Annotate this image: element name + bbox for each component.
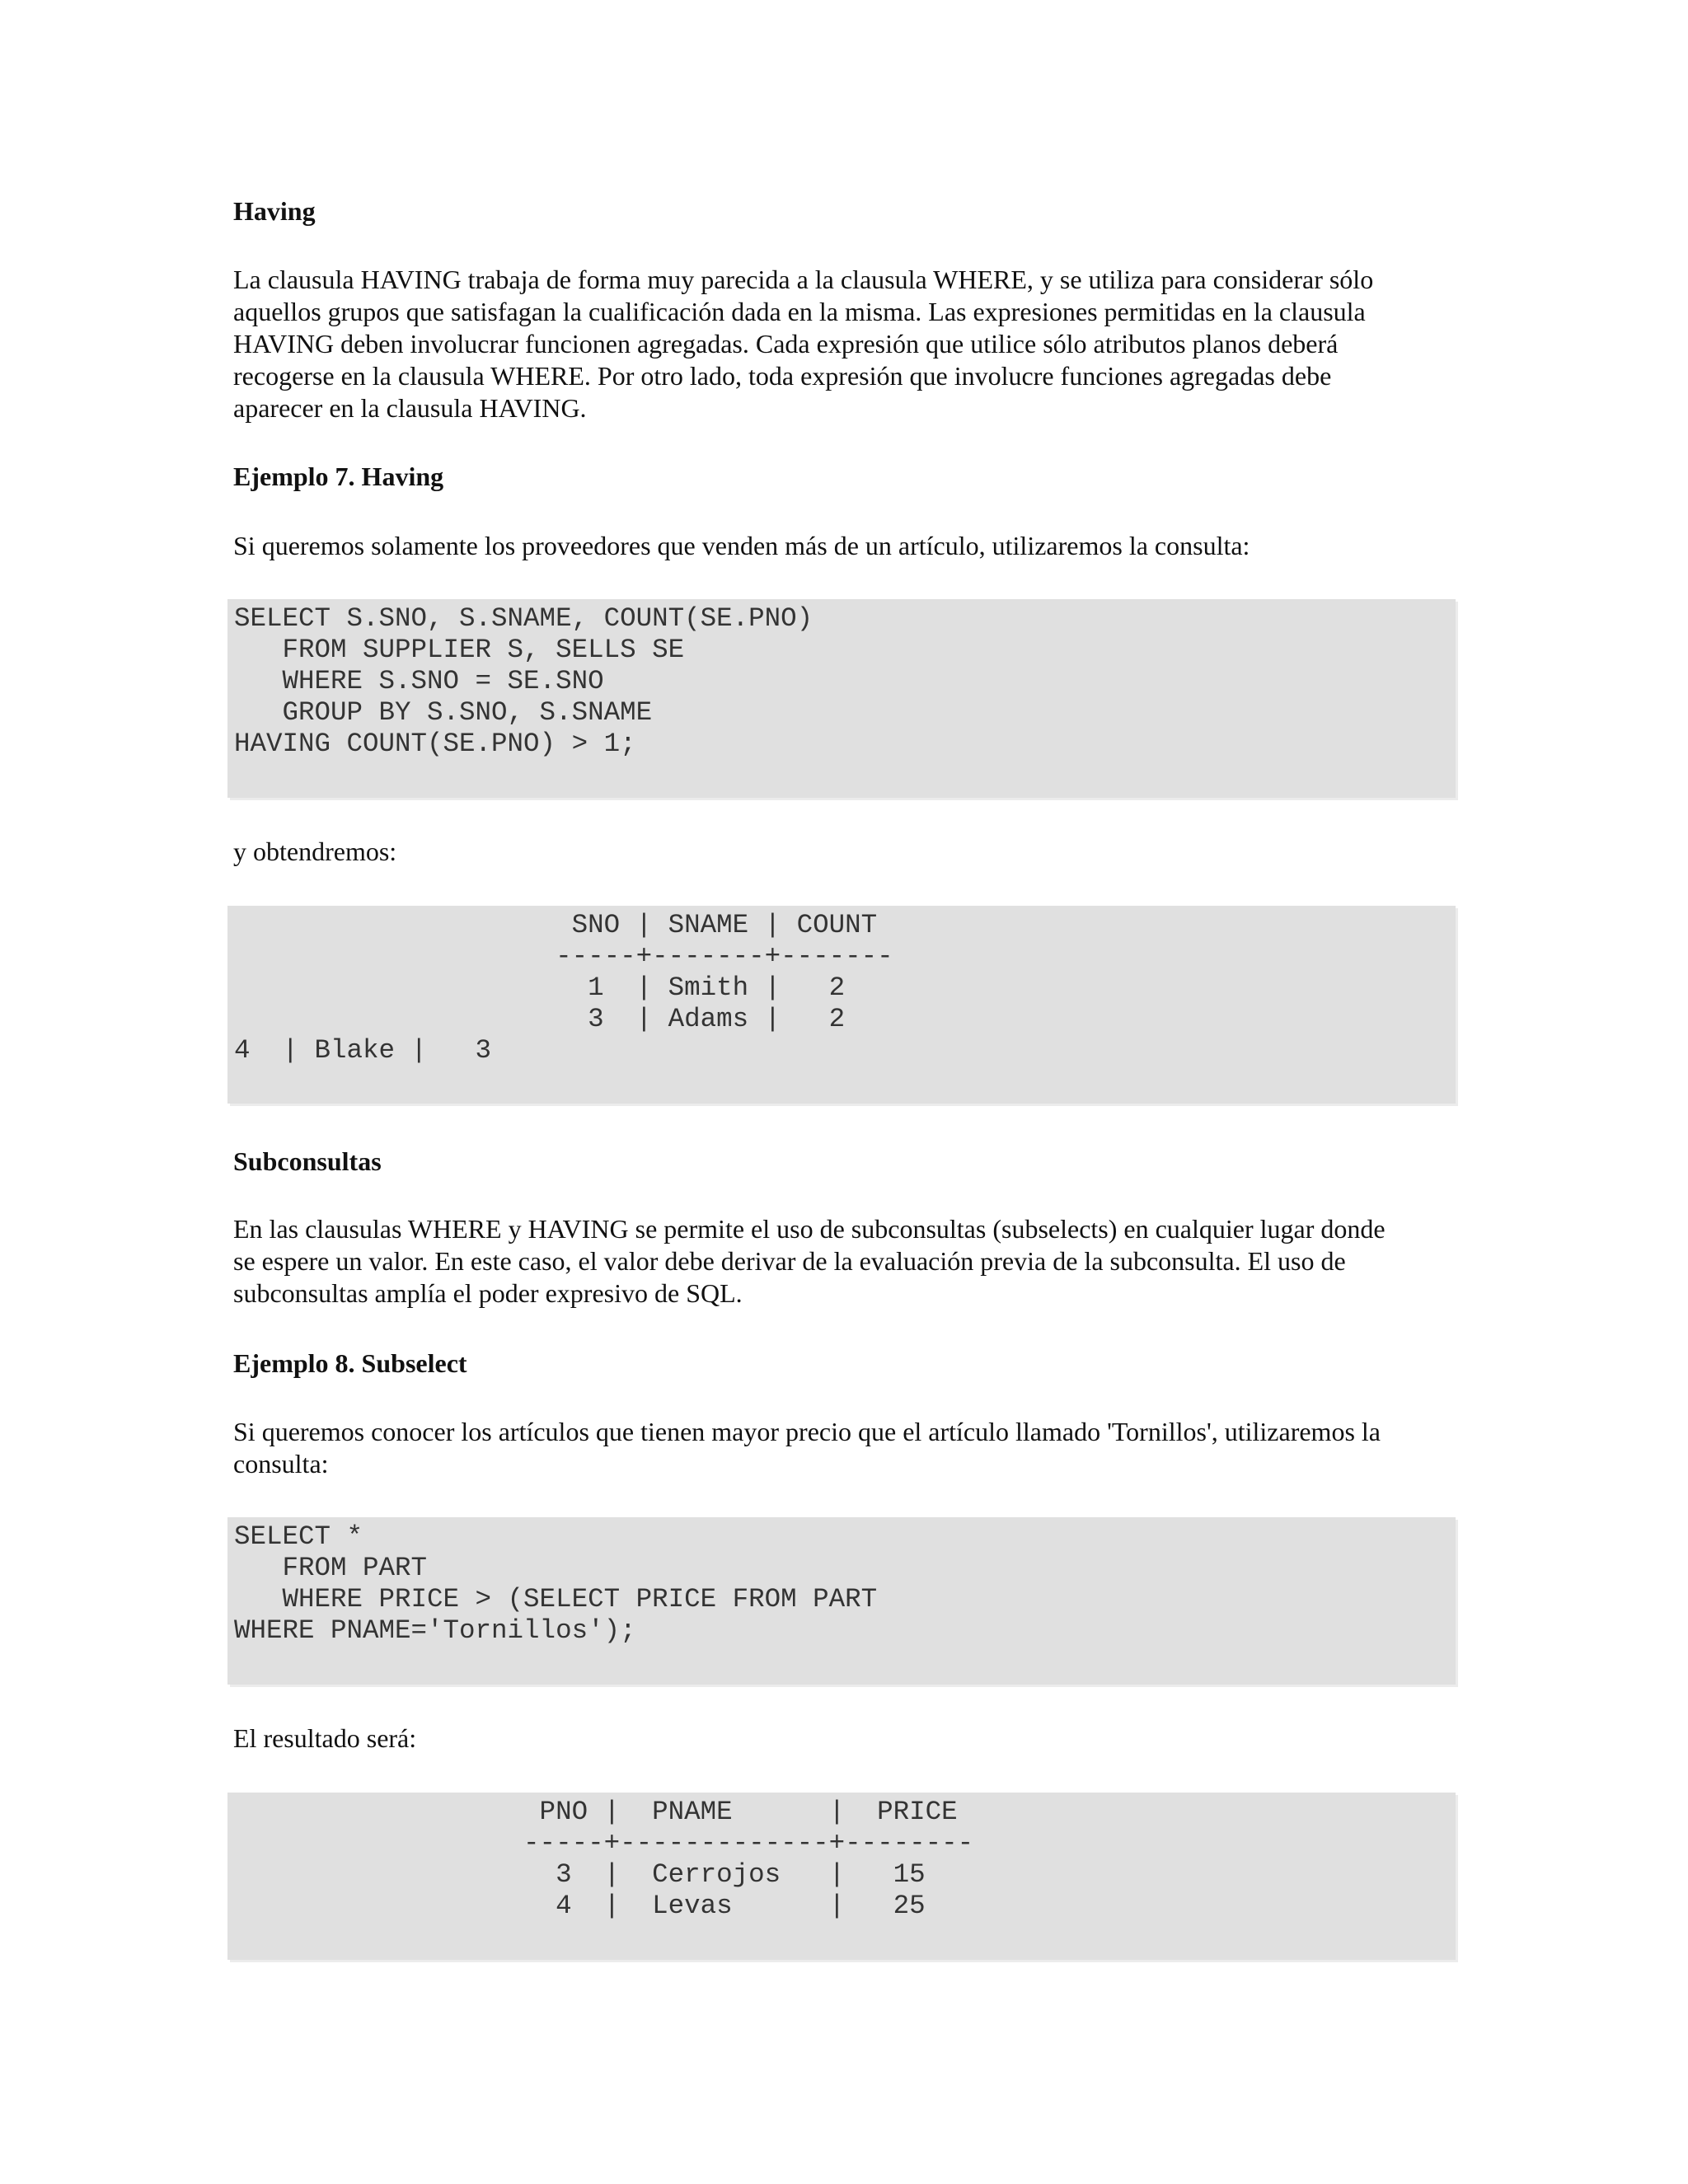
section-heading-subqueries: Subconsultas xyxy=(233,1146,382,1176)
result-line: 4 | Levas | 25 xyxy=(234,1891,926,1921)
example-7-intro-line: Si queremos solamente los proveedores que venden más de un artículo, utilizaremos la consulta: xyxy=(233,531,1250,560)
section-heading-having: Having xyxy=(233,196,316,226)
result-line: PNO | PNAME | PRICE xyxy=(234,1797,958,1827)
example-8-intro-line: consulta: xyxy=(233,1449,329,1479)
example-7-intro xyxy=(233,530,1453,562)
example-7-heading: Ejemplo 7. Having xyxy=(233,462,444,491)
example-7-query-block xyxy=(227,599,1456,798)
code-line: WHERE S.SNO = SE.SNO xyxy=(234,666,604,696)
example-7-result-intro-line: y obtendremos: xyxy=(233,837,397,866)
having-paragraph-line: HAVING deben involucrar funcionen agregadas. Cada expresión que utilice sólo atributos planos deberá xyxy=(233,329,1339,359)
code-line: GROUP BY S.SNO, S.SNAME xyxy=(234,697,653,728)
having-paragraph-line: aquellos grupos que satisfagan la cualificación dada en la misma. Las expresiones permitidas en la clausula xyxy=(233,297,1366,326)
result-line: 3 | Adams | 2 xyxy=(234,1004,846,1034)
result-line: 1 | Smith | 2 xyxy=(234,972,846,1003)
example-7-result-intro xyxy=(233,836,1453,868)
result-line: -----+-------+------- xyxy=(234,941,893,972)
code-line: WHERE PRICE > (SELECT PRICE FROM PART xyxy=(234,1584,878,1615)
subqueries-paragraph xyxy=(233,1213,1453,1310)
example-7-result-block xyxy=(227,906,1456,1104)
code-line: WHERE PNAME='Tornillos'); xyxy=(234,1615,636,1646)
example-8-result-intro xyxy=(233,1722,1453,1755)
having-paragraph xyxy=(233,264,1453,424)
subqueries-paragraph-line: subconsultas amplía el poder expresivo de SQL. xyxy=(233,1278,743,1308)
subqueries-paragraph-line: En las clausulas WHERE y HAVING se permite el uso de subconsultas (subselects) en cualquier lugar donde xyxy=(233,1214,1386,1244)
subqueries-paragraph-line: se espere un valor. En este caso, el valor debe derivar de la evaluación previa de la subconsulta. El uso de xyxy=(233,1246,1346,1276)
code-line: FROM SUPPLIER S, SELLS SE xyxy=(234,635,685,665)
result-line: SNO | SNAME | COUNT xyxy=(234,910,878,940)
example-8-heading: Ejemplo 8. Subselect xyxy=(233,1348,467,1378)
example-8-result-block xyxy=(227,1793,1456,1960)
example-8-intro xyxy=(233,1416,1453,1480)
result-line: 3 | Cerrojos | 15 xyxy=(234,1859,926,1890)
having-paragraph-line: La clausula HAVING trabaja de forma muy parecida a la clausula WHERE, y se utiliza para considerar sólo xyxy=(233,265,1374,294)
result-line: -----+-------------+-------- xyxy=(234,1828,974,1858)
example-8-query-block xyxy=(227,1517,1456,1685)
code-line: FROM PART xyxy=(234,1553,428,1583)
example-8-result-intro-line: El resultado será: xyxy=(233,1723,417,1753)
having-paragraph-line: recogerse en la clausula WHERE. Por otro lado, toda expresión que involucre funciones agregadas debe xyxy=(233,361,1332,391)
result-line: 4 | Blake | 3 xyxy=(234,1035,492,1066)
code-line: SELECT S.SNO, S.SNAME, COUNT(SE.PNO) xyxy=(234,603,814,634)
having-paragraph-line: aparecer en la clausula HAVING. xyxy=(233,393,587,423)
code-line: SELECT * xyxy=(234,1521,363,1552)
example-8-intro-line: Si queremos conocer los artículos que tienen mayor precio que el artículo llamado 'Tornillos', utilizaremos la xyxy=(233,1417,1381,1446)
code-line: HAVING COUNT(SE.PNO) > 1; xyxy=(234,729,636,759)
